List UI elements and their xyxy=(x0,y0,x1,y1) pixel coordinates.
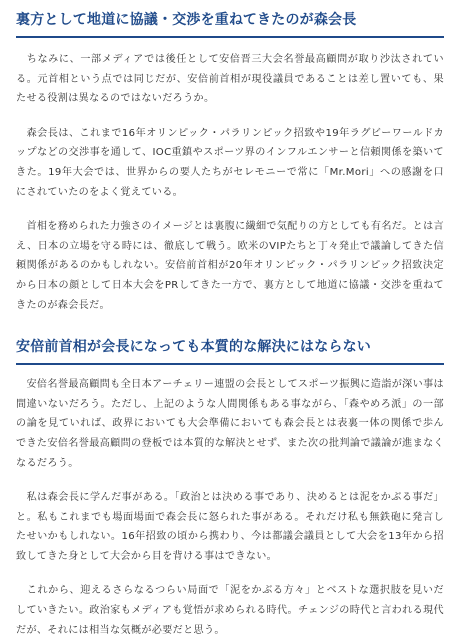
paragraph: ちなみに、一部メディアでは後任として安倍晋三大会名誉最高顧問が取り沙汰されている。元首相という点では同じだが、安倍前首相が現役議員であることは差し置いても、果たせる役割は異なるのではないだろうか。 xyxy=(16,54,444,105)
section-body xyxy=(16,50,444,315)
paragraph: これから、迎えるさらなるつらい局面で「泥をかぶる方々」とベストな選択肢を見いだしていきたい。政治家もメディアも覚悟が求められる時代。チェンジの時代と言われる現代だが、それには相当な気概が必要だと思う。 xyxy=(16,585,444,636)
paragraph: 私は森会長に学んだ事がある。「政治とは決める事であり、決めるとは泥をかぶる事だ」と。私もこれまでも場面場面で森会長に怒られた事がある。それだけ私も無鉄砲に発言したせいかもしれない。16年招致の頃から携わり、今は都議会議員として大会を13年から招致してきた身として大会から目を背ける事はできない。 xyxy=(16,492,444,562)
paragraph: 森会長は、これまで16年オリンピック・パラリンピック招致や19年ラグビーワールドカップなどの交渉事を通して、IOC重鎮やスポーツ界のインフルエンサーと信頼関係を築いてきた。19年大会では、世界からの要人たちがセレモニーで常に「Mr.Mori」への感謝を口にされていたのをよく覚えている。 xyxy=(16,127,444,198)
paragraph: 安倍名誉最高顧問も全日本アーチェリー連盟の会長としてスポーツ振興に造詣が深い事は間違いないだろう。ただし、上記のような人間関係もある事ながら、「森やめろ派」の一部の論を見ていれば、政界においても大会準備においても森会長とは表裏一体の関係で歩んできた安倍名誉最高顧問の登板では本質的な解決とせず、また次の批判論で議論が進まなくなるだろう。 xyxy=(16,379,444,469)
section-body xyxy=(16,375,444,640)
paragraph: 首相を務められた力強さのイメージとは裏腹に繊細で気配りの方としても有名だ。とは言え、日本の立場を守る時には、徹底して戦う。欧米のVIPたちと丁々発止で議論してきた信頼関係があるのかもしれない。安倍前首相が20年オリンピック・パラリンピック招致決定から日本の顔として日本大会をPRしてきた一方で、裏方として地道に協議・交渉を重ねてきたのが森会長だ。 xyxy=(16,221,444,311)
section-heading: 安倍前首相が会長になっても本質的な解決にはならない xyxy=(16,329,444,365)
section-heading: 裏方として地道に協議・交渉を重ねてきたのが森会長 xyxy=(16,0,444,38)
